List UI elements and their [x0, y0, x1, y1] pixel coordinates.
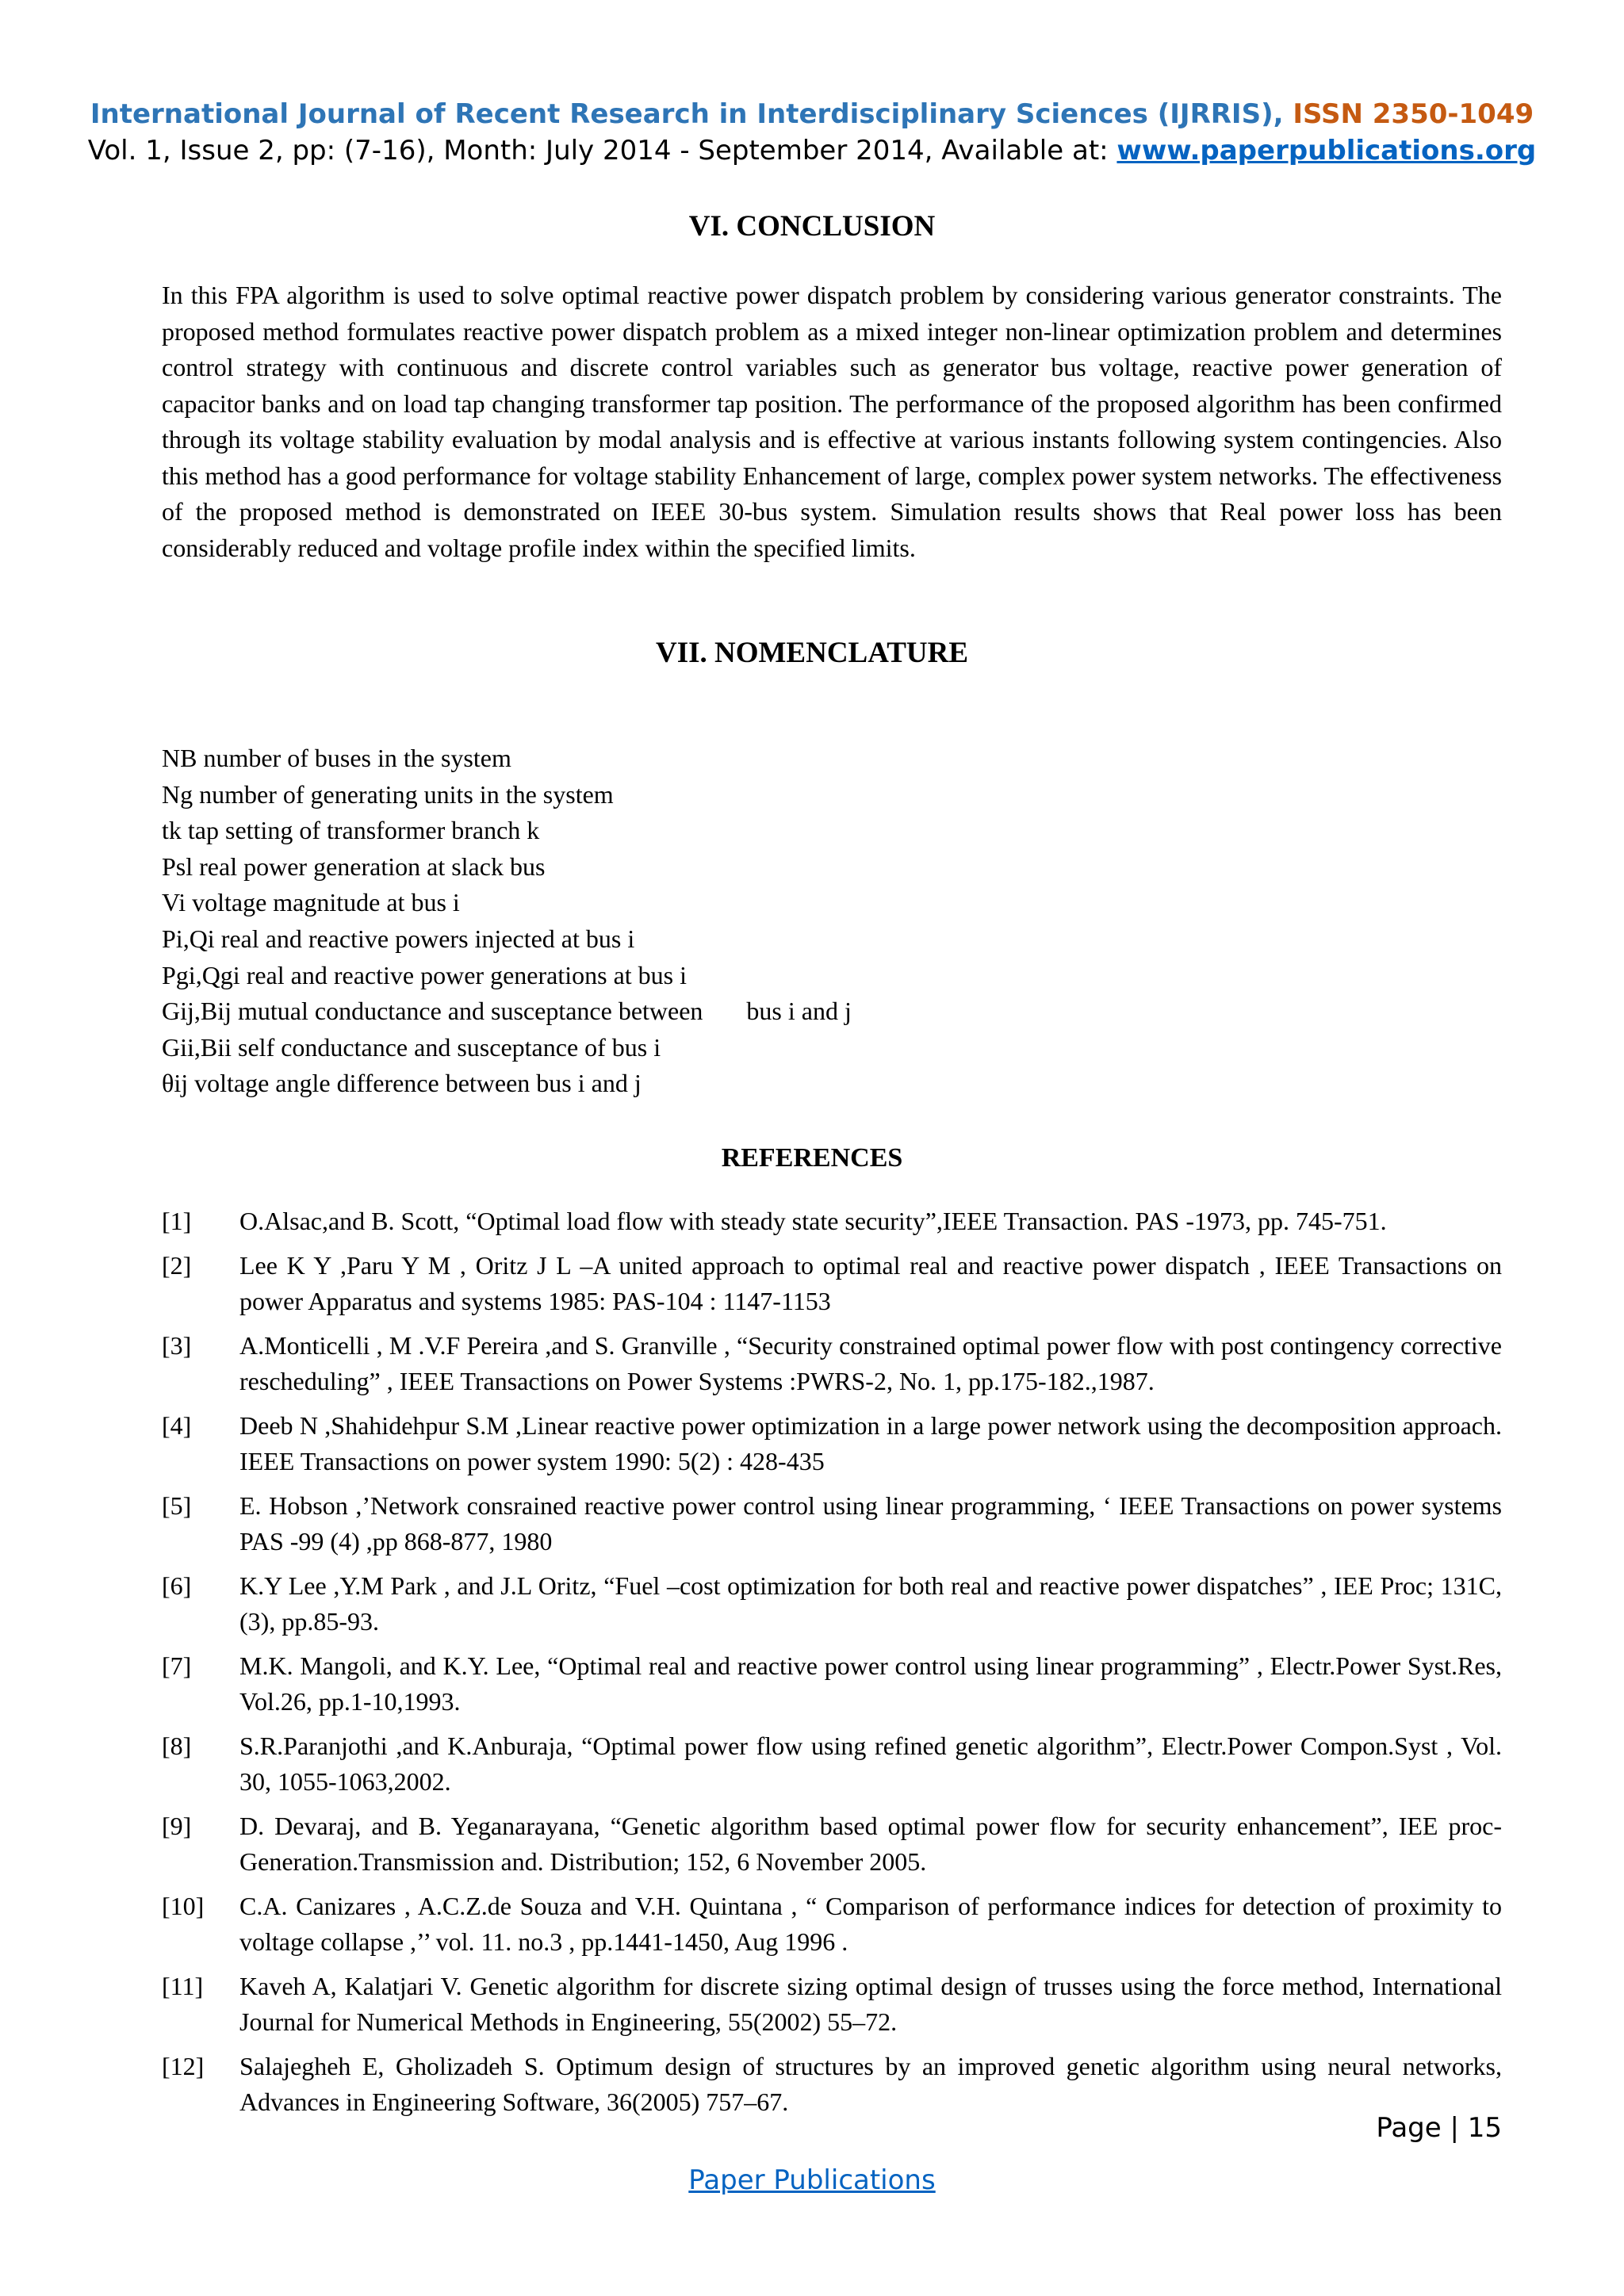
- journal-header: [0, 98, 1624, 130]
- reference-item: [162, 1203, 1502, 1239]
- reference-item: [162, 1328, 1502, 1399]
- reference-item: [162, 1728, 1502, 1800]
- nomenclature-item: Pgi,Qgi real and reactive power generations at bus i: [162, 960, 687, 989]
- nomenclature-item: Ng number of generating units in the system: [162, 779, 614, 809]
- reference-text: O.Alsac,and B. Scott, “Optimal load flow with steady state security”,IEEE Transaction. PAS -1973, pp. 745-751.: [239, 1207, 1387, 1235]
- reference-number: [1]: [162, 1207, 192, 1235]
- reference-text: S.R.Paranjothi ,and K.Anburaja, “Optimal power flow using refined genetic algorithm”, Electr.Power Compon.Syst , Vol. 30, 1055-1063,2002.: [239, 1732, 1502, 1796]
- reference-item: [162, 1969, 1502, 2040]
- reference-text: A.Monticelli , M .V.F Pereira ,and S. Granville , “Security constrained optimal power flow with post contingency corrective rescheduling” , IEEE Transactions on Power Systems :PWRS-2, No. 1, pp.175-182.,1987.: [239, 1331, 1502, 1395]
- volume-info: Vol. 1, Issue 2, pp: (7-16), Month: July 2014 - September 2014, Available at:: [87, 135, 1117, 166]
- reference-text: C.A. Canizares , A.C.Z.de Souza and V.H. Quintana , “ Comparison of performance indices for detection of proximity to voltage collapse ,’’ vol. 11. no.3 , pp.1441-1450, Aug 1996 .: [239, 1892, 1502, 1956]
- conclusion-title: VI. CONCLUSION: [688, 210, 936, 243]
- reference-item: [162, 1568, 1502, 1640]
- reference-item: [162, 1408, 1502, 1479]
- reference-text: Kaveh A, Kalatjari V. Genetic algorithm for discrete sizing optimal design of trusses using the force method, International Journal for Numerical Methods in Engineering, 55(2002) 55–72.: [239, 1972, 1502, 2036]
- reference-number: [4]: [162, 1411, 192, 1440]
- reference-number: [8]: [162, 1732, 192, 1760]
- nomenclature-item-text: Gij,Bij mutual conductance and susceptance between: [162, 997, 703, 1026]
- nomenclature-item: Pi,Qi real and reactive powers injected at bus i: [162, 924, 635, 953]
- reference-number: [2]: [162, 1251, 192, 1280]
- reference-text: K.Y Lee ,Y.M Park , and J.L Oritz, “Fuel –cost optimization for both real and reactive power dispatches” , IEE Proc; 131C,(3), pp.85-93.: [239, 1571, 1502, 1636]
- nomenclature-item: θij voltage angle difference between bus i and j: [162, 1069, 642, 1098]
- nomenclature-item-suffix: bus i and j: [746, 997, 852, 1026]
- reference-text: Deeb N ,Shahidehpur S.M ,Linear reactive power optimization in a large power network using the decomposition approach. IEEE Transactions on power system 1990: 5(2) : 428-435: [239, 1411, 1502, 1475]
- page-number: Page | 15: [1376, 2112, 1502, 2144]
- journal-url-link[interactable]: www.paperpublications.org: [1116, 135, 1537, 166]
- reference-number: [5]: [162, 1491, 192, 1520]
- reference-item: [162, 1488, 1502, 1559]
- reference-item: [162, 1888, 1502, 1960]
- journal-issn: ISSN 2350-1049: [1293, 98, 1534, 130]
- reference-number: [9]: [162, 1812, 192, 1840]
- reference-number: [10]: [162, 1892, 205, 1920]
- nomenclature-item: [162, 993, 1502, 1030]
- publisher-link[interactable]: Paper Publications: [688, 2164, 936, 2196]
- publisher-footer: [0, 2164, 1624, 2196]
- reference-item: [162, 2049, 1502, 2120]
- references-title: REFERENCES: [721, 1143, 903, 1173]
- conclusion-paragraph: In this FPA algorithm is used to solve optimal reactive power dispatch problem by considering various generator constraints. The proposed method formulates reactive power dispatch problem as a mixed integer non-linear optimization problem and determines control strategy with continuous and discrete control variables such as generator bus voltage, reactive power generation of capacitor banks and on load tap changing transformer tap position. The performance of the proposed algorithm has been confirmed through its voltage stability evaluation by modal analysis and is effective at various instants following system contingencies. Also this method has a good performance for voltage stability Enhancement of large, complex power system networks. The effectiveness of the proposed method is demonstrated on IEEE 30-bus system. Simulation results shows that Real power loss has been considerably reduced and voltage profile index within the specified limits.: [162, 281, 1502, 562]
- reference-number: [3]: [162, 1331, 192, 1360]
- reference-item: [162, 1648, 1502, 1720]
- reference-number: [6]: [162, 1571, 192, 1600]
- reference-text: D. Devaraj, and B. Yeganarayana, “Genetic algorithm based optimal power flow for security enhancement”, IEE proc-Generation.Transmission and. Distribution; 152, 6 November 2005.: [239, 1812, 1502, 1876]
- nomenclature-item: Vi voltage magnitude at bus i: [162, 888, 460, 917]
- reference-text: Salajegheh E, Gholizadeh S. Optimum design of structures by an improved genetic algorithm using neural networks, Advances in Engineering Software, 36(2005) 757–67.: [239, 2052, 1502, 2116]
- nomenclature-list: [162, 740, 1502, 1102]
- reference-number: [11]: [162, 1972, 204, 2000]
- reference-text: M.K. Mangoli, and K.Y. Lee, “Optimal real and reactive power control using linear programming” , Electr.Power Syst.Res, Vol.26, pp.1-10,1993.: [239, 1651, 1502, 1716]
- reference-number: [12]: [162, 2052, 205, 2080]
- nomenclature-item: tk tap setting of transformer branch k: [162, 816, 540, 845]
- references-list: [162, 1203, 1502, 2129]
- reference-item: [162, 1248, 1502, 1319]
- reference-text: E. Hobson ,’Network consrained reactive power control using linear programming, ‘ IEEE Transactions on power systems PAS -99 (4) ,pp 868-877, 1980: [239, 1491, 1502, 1556]
- journal-name: International Journal of Recent Research in Interdisciplinary Sciences (IJRRIS),: [90, 98, 1293, 130]
- nomenclature-item: Psl real power generation at slack bus: [162, 851, 546, 881]
- nomenclature-title: VII. NOMENCLATURE: [655, 637, 968, 669]
- reference-number: [7]: [162, 1651, 192, 1680]
- nomenclature-item: Gii,Bii self conductance and susceptance of bus i: [162, 1032, 661, 1062]
- reference-text: Lee K Y ,Paru Y M , Oritz J L –A united approach to optimal real and reactive power dispatch , IEEE Transactions on power Apparatus and systems 1985: PAS-104 : 1147-1153: [239, 1251, 1502, 1315]
- nomenclature-item: NB number of buses in the system: [162, 744, 511, 772]
- reference-item: [162, 1808, 1502, 1880]
- journal-volume-line: [0, 135, 1624, 166]
